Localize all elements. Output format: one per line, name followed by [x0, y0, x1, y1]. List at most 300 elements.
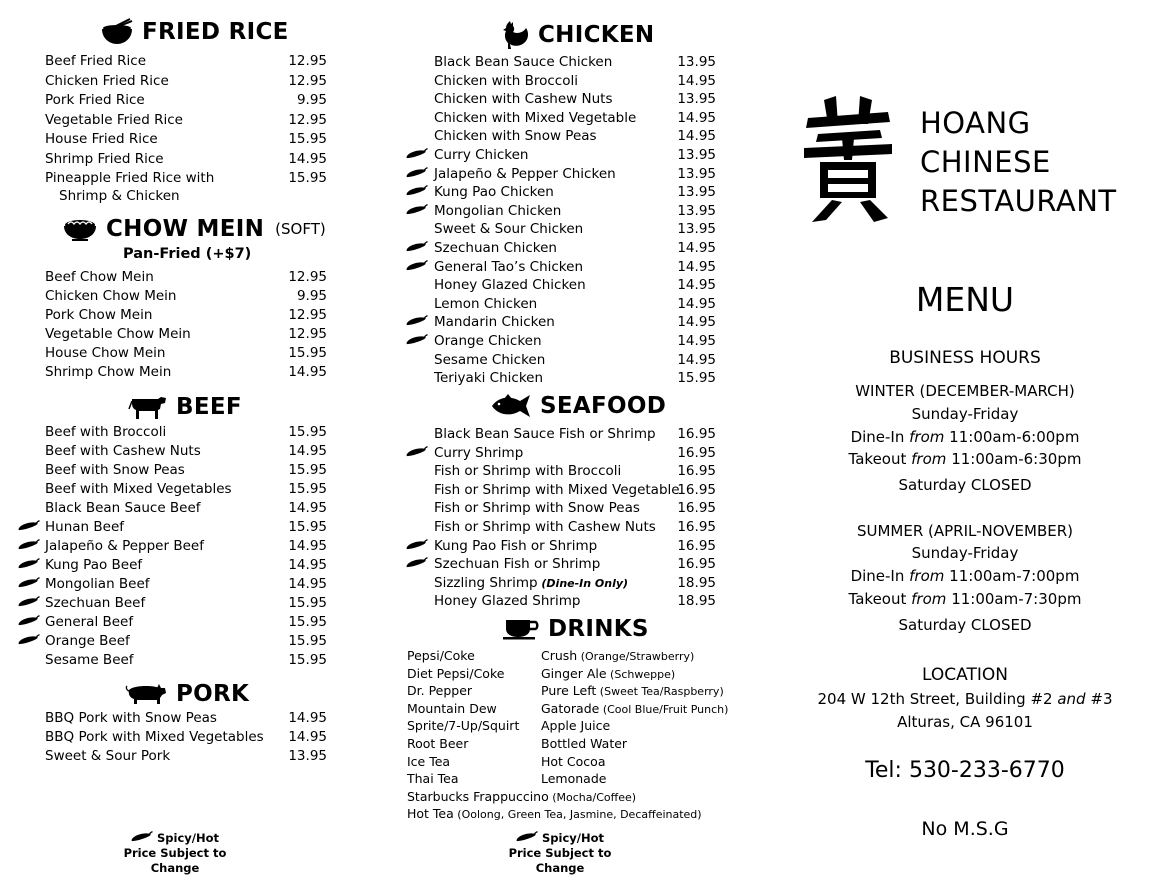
drink-item — [541, 717, 610, 734]
address-line — [790, 690, 1140, 708]
winter-days: Sunday-Friday — [911, 405, 1019, 423]
menu-item-name: Pork Fried Rice — [45, 92, 145, 108]
menu-item-name: General Beef — [45, 614, 134, 630]
chili-icon — [406, 446, 428, 457]
menu-item — [390, 146, 740, 164]
menu-item-price: 14.95 — [677, 277, 716, 294]
address-and: and — [1057, 690, 1086, 708]
drink-item — [407, 805, 702, 822]
drink-item — [541, 647, 694, 664]
dinein-time: 11:00am-6:00pm — [949, 428, 1080, 446]
menu-item-name: Black Bean Sauce Fish or Shrimp — [434, 426, 656, 442]
drink-item — [541, 682, 724, 699]
drink-name: Apple Juice — [541, 718, 611, 734]
menu-item — [390, 592, 740, 610]
rice-bowl-icon — [100, 18, 134, 46]
drinks-title: DRINKS — [548, 616, 649, 642]
menu-item — [390, 295, 740, 313]
menu-item-price: 15.95 — [288, 462, 327, 478]
menu-item-price: 16.95 — [677, 444, 716, 461]
noodle-bowl-icon — [62, 217, 98, 241]
menu-item — [0, 150, 345, 168]
menu-item-name: Szechuan Fish or Shrimp — [434, 556, 601, 573]
menu-item-name: Mongolian Beef — [45, 576, 150, 592]
takeout-time: 11:00am-6:30pm — [951, 450, 1082, 468]
winter-dinein — [790, 428, 1140, 446]
menu-item — [0, 613, 345, 631]
drink-item — [407, 665, 504, 682]
pork-header — [124, 681, 249, 707]
menu-item-name: Kung Pao Beef — [45, 557, 143, 573]
menu-item-price: 13.95 — [677, 202, 716, 219]
location-title: LOCATION — [922, 665, 1008, 685]
drink-name: Bottled Water — [541, 736, 628, 751]
menu-item-price: 13.95 — [677, 165, 716, 182]
summer-takeout — [790, 590, 1140, 608]
menu-item-price: 15.95 — [288, 652, 327, 668]
menu-item-name: Szechuan Beef — [45, 595, 146, 611]
menu-item-name: Orange Chicken — [434, 333, 542, 349]
chili-icon — [18, 520, 40, 531]
menu-item-name: Chicken with Cashew Nuts — [434, 91, 613, 108]
winter-title: WINTER (DECEMBER-MARCH) — [855, 382, 1075, 400]
menu-item — [390, 90, 740, 108]
cow-icon — [128, 394, 168, 420]
drink-name: Sprite/7-Up/Squirt — [407, 718, 520, 734]
menu-item-price: 14.95 — [288, 710, 327, 726]
menu-item-price: 13.95 — [677, 54, 716, 70]
footer-middle — [485, 831, 635, 876]
drink-detail: (Oolong, Green Tea, Jasmine, Decaffeinated) — [453, 808, 702, 822]
chicken-title: CHICKEN — [538, 22, 655, 48]
menu-item-price: 14.95 — [288, 443, 327, 459]
chili-icon — [18, 539, 40, 550]
menu-item-price: 15.95 — [288, 424, 327, 440]
from-label: from — [909, 567, 945, 585]
chili-icon — [18, 596, 40, 607]
chili-icon — [406, 315, 428, 326]
menu-item — [0, 344, 345, 362]
menu-item-name: Curry Shrimp — [434, 444, 524, 461]
menu-item-price: 14.95 — [288, 576, 327, 592]
menu-item-price: 16.95 — [677, 500, 716, 517]
menu-item-name: Pork Chow Mein — [45, 307, 153, 323]
drink-name: Crush — [541, 648, 578, 663]
menu-item — [390, 220, 740, 238]
drink-name: Thai Tea — [407, 771, 459, 787]
menu-item-price: 9.95 — [296, 92, 327, 108]
menu-item-price: 14.95 — [288, 364, 327, 380]
chili-icon — [18, 577, 40, 588]
menu-item-name: House Chow Mein — [45, 345, 166, 361]
menu-item-price: 14.95 — [677, 109, 716, 126]
menu-item-name: Honey Glazed Chicken — [434, 277, 586, 294]
drink-name: Gatorade — [541, 700, 600, 716]
name-line-1: HOANG — [920, 106, 1031, 140]
drink-detail: (Sweet Tea/Raspberry) — [596, 685, 724, 699]
summer-dinein — [790, 567, 1140, 585]
menu-item — [0, 651, 345, 669]
menu-item — [390, 537, 740, 555]
name-line-2: CHINESE — [920, 145, 1051, 179]
restaurant-name — [920, 104, 1117, 221]
menu-item — [390, 555, 740, 573]
drink-item — [407, 735, 468, 752]
menu-item-price: 12.95 — [288, 72, 327, 89]
menu-item-price: 14.95 — [288, 557, 327, 573]
drink-name: Hot Cocoa — [541, 753, 606, 769]
spicy-legend: Spicy/Hot — [542, 831, 604, 845]
menu-item-name: Shrimp Chow Mein — [45, 364, 172, 380]
menu-item-price: 15.95 — [288, 170, 327, 186]
drink-name: Pure Left — [541, 683, 597, 699]
chicken-header — [500, 20, 654, 50]
menu-item — [390, 276, 740, 294]
menu-item — [0, 325, 345, 343]
menu-item-name: Jalapeño & Pepper Chicken — [434, 165, 616, 182]
menu-item-price: 14.95 — [288, 729, 327, 745]
menu-item — [0, 728, 345, 746]
menu-item-price: 13.95 — [288, 748, 327, 764]
menu-item-price: 12.95 — [288, 53, 327, 69]
drink-name: Lemonade — [541, 771, 607, 787]
menu-item-name: Hunan Beef — [45, 519, 125, 535]
menu-item-name: Fish or Shrimp with Broccoli — [434, 463, 622, 480]
menu-item — [0, 169, 345, 204]
menu-item-price: 15.95 — [288, 481, 327, 497]
menu-item-price: 15.95 — [288, 633, 327, 649]
spicy-legend: Spicy/Hot — [157, 831, 219, 845]
fried-rice-title: FRIED RICE — [142, 19, 289, 45]
menu-item — [390, 351, 740, 369]
menu-item — [0, 72, 345, 90]
fried-rice-header — [100, 18, 289, 46]
menu-item — [0, 747, 345, 765]
drink-item — [407, 647, 475, 664]
menu-item — [390, 202, 740, 220]
menu-item — [0, 363, 345, 381]
menu-item — [0, 632, 345, 650]
menu-item-price: 15.95 — [288, 519, 327, 535]
menu-item-price: 14.95 — [677, 351, 716, 368]
drink-name: Pepsi/Coke — [407, 648, 475, 663]
menu-item — [390, 239, 740, 257]
drink-name: Dr. Pepper — [407, 683, 473, 699]
menu-item-name: Fish or Shrimp with Cashew Nuts — [434, 519, 656, 535]
menu-item — [0, 556, 345, 574]
dinein-label: Dine-In — [850, 567, 905, 585]
dinein-time: 11:00am-7:00pm — [949, 567, 1080, 585]
menu-item — [390, 369, 740, 387]
menu-item — [0, 518, 345, 536]
menu-item-name: Curry Chicken — [434, 147, 529, 163]
menu-item-name: Shrimp Fried Rice — [45, 150, 164, 167]
drink-detail: (Orange/Strawberry) — [577, 650, 695, 663]
menu-item — [390, 574, 740, 592]
menu-item — [0, 709, 345, 727]
menu-item-name: Mandarin Chicken — [434, 314, 555, 331]
menu-item-name: Sweet & Sour Pork — [45, 748, 171, 764]
chili-icon — [131, 831, 153, 842]
menu-item-name: Jalapeño & Pepper Beef — [45, 538, 204, 554]
menu-item-price: 13.95 — [677, 184, 716, 201]
summer-closed: Saturday CLOSED — [898, 616, 1032, 634]
menu-item-name: Beef with Broccoli — [45, 424, 167, 440]
menu-item-name: Honey Glazed Shrimp — [434, 593, 581, 610]
seafood-title: SEAFOOD — [540, 393, 667, 419]
menu-item — [390, 425, 740, 443]
chili-icon — [406, 241, 428, 252]
chili-icon — [18, 634, 40, 645]
menu-item — [390, 332, 740, 350]
drink-item — [407, 700, 497, 717]
drink-name: Hot Tea — [407, 806, 454, 822]
menu-item — [0, 594, 345, 612]
drink-item — [407, 753, 450, 770]
chili-icon — [406, 167, 428, 178]
menu-item-name: Fish or Shrimp with Snow Peas — [434, 500, 640, 517]
menu-item-price: 15.95 — [677, 370, 716, 387]
cup-icon — [502, 618, 540, 640]
menu-item-name: House Fried Rice — [45, 131, 158, 147]
menu-item-name: Sweet & Sour Chicken — [434, 221, 584, 238]
menu-item-name: Chicken with Snow Peas — [434, 128, 597, 145]
chow-mein-note: (SOFT) — [275, 220, 326, 238]
drink-name: Mountain Dew — [407, 700, 497, 716]
menu-item — [0, 268, 345, 286]
menu-item-name: Kung Pao Chicken — [434, 184, 554, 201]
menu-item-name: Beef Fried Rice — [45, 53, 147, 69]
menu-item-name: Beef Chow Mein — [45, 269, 154, 285]
winter-takeout — [790, 450, 1140, 468]
menu-item-name: Vegetable Chow Mein — [45, 326, 191, 342]
menu-item-price: 12.95 — [288, 269, 327, 285]
drink-item — [541, 700, 728, 717]
menu-item — [0, 287, 345, 305]
chili-icon — [406, 260, 428, 271]
address-part: #3 — [1090, 690, 1113, 708]
menu-item — [0, 442, 345, 460]
menu-item-name: Sesame Chicken — [434, 351, 546, 368]
rooster-icon — [500, 20, 530, 50]
menu-item-name: General Tao’s Chicken — [434, 258, 584, 275]
address-part: 204 W 12th Street, Building #2 — [817, 690, 1053, 708]
drink-detail: (Schweppe) — [606, 667, 676, 681]
menu-item — [390, 53, 740, 71]
chili-icon — [406, 539, 428, 550]
menu-item-price: 14.95 — [677, 333, 716, 349]
menu-item-price: 16.95 — [677, 426, 716, 442]
menu-item-price: 14.95 — [288, 500, 327, 516]
menu-item-price: 15.95 — [288, 614, 327, 630]
menu-item-name: Orange Beef — [45, 633, 130, 649]
menu-item-price: 12.95 — [288, 111, 327, 128]
drink-item — [407, 717, 519, 734]
drink-name: Diet Pepsi/Coke — [407, 665, 505, 681]
menu-item-name: Szechuan Chicken — [434, 240, 557, 256]
menu-item — [0, 461, 345, 479]
no-msg: No M.S.G — [921, 818, 1009, 840]
huang-character-logo — [802, 94, 894, 224]
chili-icon — [406, 148, 428, 159]
menu-item-price: 15.95 — [288, 345, 327, 361]
menu-item-name: Beef with Mixed Vegetables — [45, 481, 232, 497]
menu-item-price: 9.95 — [296, 288, 327, 304]
from-label: from — [911, 590, 947, 608]
menu-item-price: 15.95 — [288, 131, 327, 147]
menu-item-name: Mongolian Chicken — [434, 202, 562, 219]
menu-item — [390, 109, 740, 127]
menu-item — [0, 306, 345, 324]
footer-left — [100, 831, 250, 876]
menu-heading: MENU — [915, 280, 1015, 319]
menu-item-price: 16.95 — [677, 519, 716, 535]
menu-item-price: 16.95 — [677, 537, 716, 554]
menu-item-name: Chicken Fried Rice — [45, 72, 169, 89]
menu-item-name: Black Bean Sauce Chicken — [434, 54, 613, 70]
menu-item-name: BBQ Pork with Mixed Vegetables — [45, 729, 264, 745]
summer-days: Sunday-Friday — [911, 544, 1019, 562]
menu-item — [390, 313, 740, 331]
menu-item — [0, 537, 345, 555]
menu-item — [0, 480, 345, 498]
menu-item-price: 14.95 — [677, 72, 716, 89]
chili-icon — [516, 831, 538, 842]
menu-item — [0, 575, 345, 593]
menu-item-price: 14.95 — [677, 314, 716, 331]
price-note: Price Subject to Change — [123, 846, 227, 875]
drink-item — [541, 770, 606, 787]
menu-item-name: Chicken with Broccoli — [434, 72, 578, 89]
menu-item — [0, 423, 345, 441]
chili-icon — [18, 558, 40, 569]
menu-item-price: 18.95 — [677, 593, 716, 610]
seafood-header — [490, 393, 666, 419]
menu-item-price: 14.95 — [677, 128, 716, 145]
drink-item — [407, 682, 472, 699]
menu-item-name: Beef with Cashew Nuts — [45, 443, 201, 459]
beef-header — [128, 394, 242, 420]
menu-item-price: 14.95 — [677, 258, 716, 275]
menu-item-price: 12.95 — [288, 307, 327, 323]
menu-item-price: 14.95 — [677, 295, 716, 312]
chow-mein-header — [62, 216, 326, 242]
menu-item — [0, 111, 345, 129]
takeout-label: Takeout — [848, 450, 907, 468]
beef-title: BEEF — [176, 394, 242, 420]
menu-item — [0, 499, 345, 517]
price-note: Price Subject to Change — [508, 846, 612, 875]
menu-item — [390, 481, 740, 499]
menu-item — [390, 165, 740, 183]
menu-item — [390, 72, 740, 90]
chili-icon — [406, 334, 428, 345]
takeout-time: 11:00am-7:30pm — [951, 590, 1082, 608]
menu-item — [390, 127, 740, 145]
menu-item-name: Chicken with Mixed Vegetable — [434, 109, 637, 126]
fish-icon — [490, 393, 532, 419]
menu-item — [0, 91, 345, 109]
phone-number: Tel: 530-233-6770 — [865, 758, 1065, 783]
menu-item — [390, 462, 740, 480]
menu-item-name: Beef with Snow Peas — [45, 462, 185, 478]
dinein-label: Dine-In — [850, 428, 905, 446]
chow-mein-title: CHOW MEIN — [106, 216, 265, 242]
menu-item-name: Kung Pao Fish or Shrimp — [434, 537, 598, 554]
chili-icon — [406, 204, 428, 215]
menu-item-price: 13.95 — [677, 147, 716, 163]
menu-item — [390, 518, 740, 536]
chili-icon — [406, 557, 428, 568]
menu-item-name: Teriyaki Chicken — [434, 370, 544, 387]
chow-mein-subtitle: Pan-Fried (+$7) — [123, 246, 252, 262]
menu-item-name: Pineapple Fried Rice with — [45, 170, 215, 186]
menu-item-price: 18.95 — [677, 574, 716, 591]
menu-item-price: 12.95 — [288, 326, 327, 342]
hours-title: BUSINESS HOURS — [889, 348, 1041, 368]
from-label: from — [911, 450, 947, 468]
menu-item — [0, 130, 345, 148]
menu-item-name: Fish or Shrimp with Mixed Vegetable — [434, 481, 680, 498]
menu-item-price: 14.95 — [288, 150, 327, 167]
drinks-header — [502, 616, 649, 642]
takeout-label: Takeout — [848, 590, 907, 608]
city-line: Alturas, CA 96101 — [897, 713, 1033, 731]
drink-item — [541, 665, 675, 682]
drink-item — [541, 735, 627, 752]
winter-closed: Saturday CLOSED — [898, 476, 1032, 494]
drink-detail: (Cool Blue/Fruit Punch) — [599, 702, 729, 716]
chili-icon — [18, 615, 40, 626]
drink-item — [407, 788, 636, 805]
menu-item — [390, 499, 740, 517]
menu-item-price: 14.95 — [677, 240, 716, 256]
name-line-3: RESTAURANT — [920, 184, 1117, 218]
drink-name: Ice Tea — [407, 753, 451, 769]
menu-item-name: Sizzling Shrimp (Dine-In Only) — [434, 574, 629, 591]
drink-name: Starbucks Frappuccino — [407, 788, 549, 804]
menu-item-price: 15.95 — [288, 595, 327, 611]
menu-item-name: Sesame Beef — [45, 652, 134, 668]
menu-item-name: Chicken Chow Mein — [45, 288, 177, 304]
menu-item-name-cont: Shrimp & Chicken — [59, 188, 180, 204]
menu-item-price: 13.95 — [677, 221, 716, 238]
from-label: from — [909, 428, 945, 446]
menu-item — [390, 444, 740, 462]
menu-item-name: BBQ Pork with Snow Peas — [45, 710, 217, 726]
menu-item-price: 16.95 — [677, 481, 716, 498]
pig-icon — [124, 682, 168, 706]
menu-item-price: 14.95 — [288, 538, 327, 554]
menu-item-name: Lemon Chicken — [434, 295, 538, 312]
menu-item-note: (Dine-In Only) — [537, 576, 629, 590]
menu-item-price: 13.95 — [677, 91, 716, 108]
menu-item — [0, 52, 345, 70]
drink-detail: (Mocha/Coffee) — [548, 790, 637, 804]
menu-item-price: 16.95 — [677, 556, 716, 573]
drink-item — [407, 770, 459, 787]
pork-title: PORK — [176, 681, 250, 707]
menu-item — [390, 183, 740, 201]
summer-title: SUMMER (APRIL-NOVEMBER) — [856, 522, 1074, 540]
drink-item — [541, 753, 605, 770]
menu-item-price: 16.95 — [677, 463, 716, 480]
menu-item-name: Black Bean Sauce Beef — [45, 500, 201, 516]
chili-icon — [406, 185, 428, 196]
drink-name: Root Beer — [407, 736, 469, 751]
menu-item — [390, 258, 740, 276]
drink-name: Ginger Ale — [541, 665, 607, 681]
